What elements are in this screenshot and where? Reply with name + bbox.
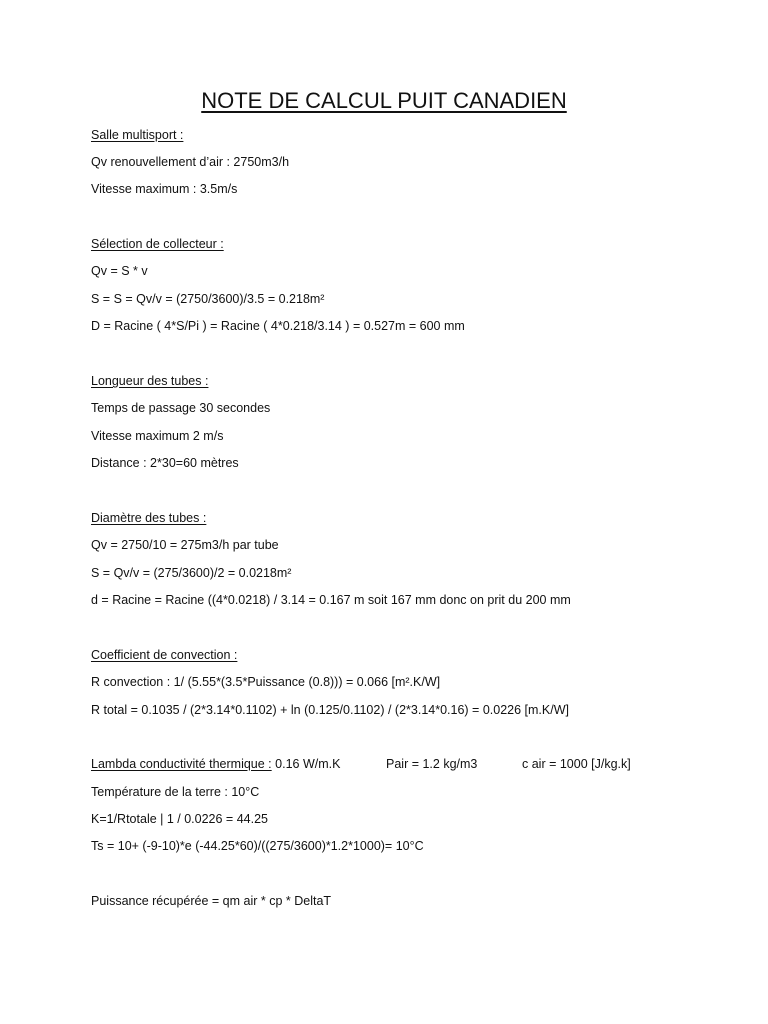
salle-vitesse-line: Vitesse maximum : 3.5m/s [91,182,238,196]
diametre-line-3: d = Racine = Racine ((4*0.0218) / 3.14 = 0.167 m soit 167 mm donc on prit du 200 mm [91,593,571,607]
longueur-line-1: Temps de passage 30 secondes [91,401,271,415]
longueur-line-3: Distance : 2*30=60 mètres [91,456,239,470]
diametre-heading: Diamètre des tubes : [91,511,207,525]
convection-line-2: R total = 0.1035 / (2*3.14*0.1102) + ln (0.125/0.1102) / (2*3.14*0.16) = 0.0226 [m.K/W] [91,703,569,717]
temperature-line-3: Ts = 10+ (-9-10)*e (-44.25*60)/((275/3600)*1.2*1000)= 10°C [91,839,424,853]
collecteur-line-1: Qv = S * v [91,264,148,278]
temperature-line-1: Température de la terre : 10°C [91,785,260,799]
puissance-line: Puissance récupérée = qm air * cp * DeltaT [91,894,332,908]
diametre-line-1: Qv = 2750/10 = 275m3/h par tube [91,538,279,552]
longueur-line-2: Vitesse maximum 2 m/s [91,429,224,443]
lambda-value: 0.16 W/m.K [271,757,341,771]
temperature-line-2: K=1/Rtotale | 1 / 0.0226 = 44.25 [91,812,268,826]
salle-heading: Salle multisport : [91,128,184,142]
collecteur-heading: Sélection de collecteur : [91,237,224,251]
pair-value: Pair = 1.2 kg/m3 [386,757,478,771]
lambda-line [91,757,340,771]
convection-line-1: R convection : 1/ (5.55*(3.5*Puissance (0.8))) = 0.066 [m².K/W] [91,675,441,689]
cair-value: c air = 1000 [J/kg.k] [522,757,631,771]
collecteur-line-2: S = S = Qv/v = (2750/3600)/3.5 = 0.218m² [91,292,325,306]
salle-qv-line: Qv renouvellement d’air : 2750m3/h [91,155,290,169]
diametre-line-2: S = Qv/v = (275/3600)/2 = 0.0218m² [91,566,292,580]
page-title: NOTE DE CALCUL PUIT CANADIEN [201,88,567,113]
lambda-label: Lambda conductivité thermique : [91,757,272,771]
longueur-heading: Longueur des tubes : [91,374,209,388]
convection-heading: Coefficient de convection : [91,648,238,662]
collecteur-line-3: D = Racine ( 4*S/Pi ) = Racine ( 4*0.218/3.14 ) = 0.527m = 600 mm [91,319,465,333]
